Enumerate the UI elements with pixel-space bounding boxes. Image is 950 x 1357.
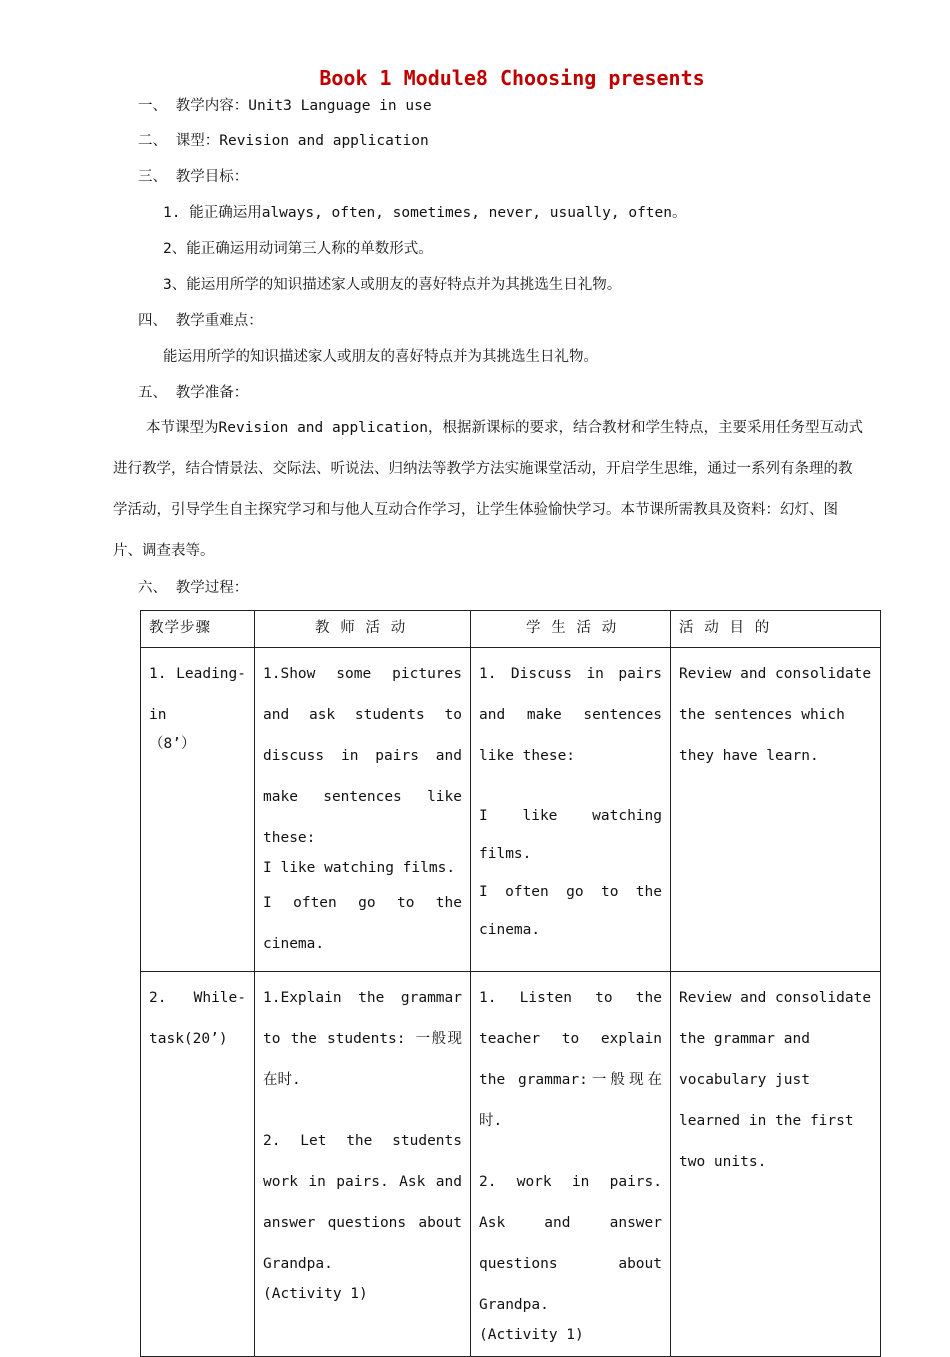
row1-teacher-text: 1.Show some pictures and ask students to discuss in pairs and make sentences like these: xyxy=(263,666,462,846)
table-row xyxy=(141,972,881,1357)
row2-teacher-text-1: 1.Explain the grammar to the students: 一般现在时. xyxy=(263,990,462,1088)
row1-student xyxy=(471,648,671,972)
row1-purpose: Review and consolidate the sentences which they have learn. xyxy=(671,648,881,972)
row2-step-label: 2. While-task(20’) xyxy=(149,990,246,1047)
row1-teacher-example-1: I like watching films. xyxy=(263,860,456,876)
row2-teacher-activity: (Activity 1) xyxy=(263,1286,368,1302)
preparation-paragraph: 本节课型为Revision and application，根据新课标的要求，结合教材和学生特点，主要采用任务型互动式进行教学，结合情景法、交际法、听说法、归纳法等教学方法实施课堂活动，开启学生思维，通过一系列有条理的教学活动，引导学生自主探究学习和与他人互动合作学习，让学生体验愉快学习。本节课所需教具及资料：幻灯、图片、调查表等。 xyxy=(113,420,864,559)
section-lesson-type: 二、 课型：Revision and application xyxy=(138,133,429,149)
objective-2: 2、能正确运用动词第三人称的单数形式。 xyxy=(163,241,433,257)
row1-time: （8’） xyxy=(149,736,196,752)
row2-student-activity: (Activity 1) xyxy=(479,1327,584,1343)
row2-step xyxy=(141,972,255,1357)
row1-student-example-2: I often go to the cinema. xyxy=(479,884,662,938)
header-teacher: 教 师 活 动 xyxy=(255,611,471,648)
table-row xyxy=(141,648,881,972)
header-step: 教学步骤 xyxy=(141,611,255,648)
section-key-points: 四、 教学重难点： xyxy=(138,313,263,329)
objective-3: 3、能运用所学的知识描述家人或朋友的喜好特点并为其挑选生日礼物。 xyxy=(163,277,622,293)
row1-step xyxy=(141,648,255,972)
row2-teacher xyxy=(255,972,471,1357)
process-table xyxy=(140,610,881,1357)
row2-student-text-1: 1. Listen to the teacher to explain the grammar:一般现在时. xyxy=(479,990,662,1129)
page-title: Book 1 Module8 Choosing presents xyxy=(319,66,705,90)
row2-teacher-text-2: 2. Let the students work in pairs. Ask and answer questions about Grandpa. xyxy=(263,1133,462,1272)
section-preparation: 五、 教学准备： xyxy=(138,385,249,401)
header-student: 学 生 活 动 xyxy=(471,611,671,648)
row2-student-text-2: 2. work in pairs. Ask and answer questions about Grandpa. xyxy=(479,1174,662,1313)
row2-purpose: Review and consolidate the grammar and vocabulary just learned in the first two units. xyxy=(671,972,881,1357)
row1-teacher xyxy=(255,648,471,972)
row2-student xyxy=(471,972,671,1357)
section-process: 六、 教学过程： xyxy=(138,580,249,596)
row1-student-example-1: I like watching films. xyxy=(479,808,662,862)
objective-1: 1. 能正确运用always, often, sometimes, never, usually, often。 xyxy=(163,205,687,221)
table-header-row xyxy=(141,611,881,648)
section-objectives: 三、 教学目标： xyxy=(138,169,249,185)
row1-student-text: 1. Discuss in pairs and make sentences like these: xyxy=(479,666,662,764)
row1-teacher-example-2: I often go to the cinema. xyxy=(263,895,462,952)
header-purpose: 活 动 目 的 xyxy=(671,611,881,648)
row1-step-label: 1. Leading-in xyxy=(149,666,246,723)
section-content: 一、 教学内容：Unit3 Language in use xyxy=(138,98,432,114)
key-points-text: 能运用所学的知识描述家人或朋友的喜好特点并为其挑选生日礼物。 xyxy=(163,349,598,365)
